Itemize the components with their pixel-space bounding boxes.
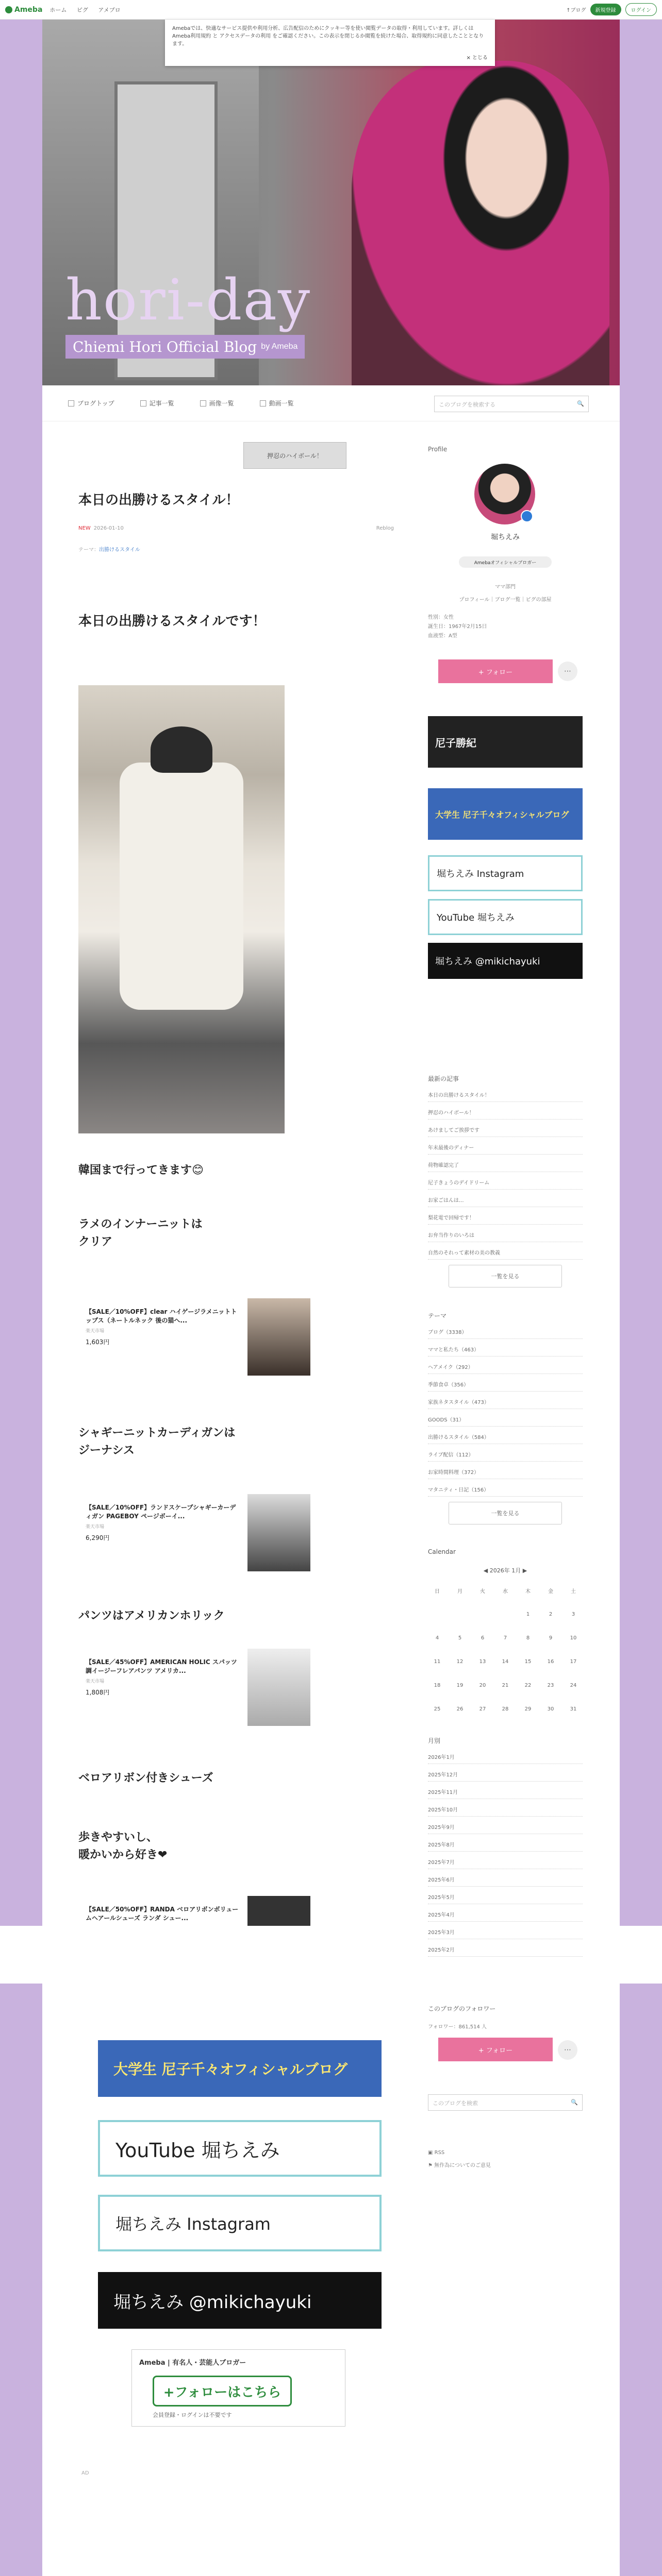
profile-info: 性別：女性 誕生日：1967年2月15日 血液型：A型: [428, 615, 487, 639]
calendar-cell[interactable]: 24: [570, 1682, 577, 1688]
article-sec-2: シャギーニットカーディガンは ジーナシス: [78, 1427, 236, 1458]
article-sec-5: 歩きやすいし、 暖かいから好き❤: [78, 1831, 168, 1862]
product-image-4: [247, 1896, 310, 1926]
calendar-month: ◀ 2026年 1月 ▶: [483, 1567, 527, 1574]
calendar-cell[interactable]: 6: [481, 1635, 485, 1641]
global-nav: [49, 6, 128, 14]
calendar-cell: 土: [571, 1588, 576, 1595]
calendar-cell: 水: [503, 1588, 508, 1595]
sidebar-search-input[interactable]: このブログを検索 🔍: [428, 2094, 583, 2111]
calendar-cell[interactable]: 10: [570, 1635, 577, 1641]
nav-pigg[interactable]: ピグ: [76, 6, 88, 13]
official-badge: Amebaオフィシャルブロガー: [459, 556, 552, 568]
calendar-row: [428, 1626, 583, 1650]
cookie-close-button[interactable]: × とじる: [466, 55, 488, 61]
calendar-row: [428, 1579, 583, 1602]
theme-item[interactable]: 季節食卓（356）: [428, 1379, 583, 1392]
archive-item[interactable]: 2025年4月: [428, 1909, 583, 1922]
follow-button-2[interactable]: + フォロー: [438, 2038, 553, 2061]
photo-coat: [120, 762, 243, 1010]
theme-heading: テーマ: [428, 1312, 447, 1319]
calendar-cell[interactable]: 23: [547, 1682, 554, 1688]
recent-item[interactable]: 本日の出勝けるスタイル！: [428, 1090, 583, 1102]
photo-hat: [151, 726, 212, 773]
calendar-row: [428, 1673, 583, 1697]
calendar-cell[interactable]: 1: [526, 1611, 530, 1617]
calendar-cell[interactable]: 4: [435, 1635, 439, 1641]
archive-item[interactable]: 2025年12月: [428, 1769, 583, 1782]
calendar-cell[interactable]: 31: [570, 1706, 577, 1712]
calendar-cell[interactable]: 26: [456, 1706, 464, 1712]
follow-button[interactable]: + フォロー: [438, 659, 553, 683]
header-photo-person: [352, 61, 609, 385]
banner-amako[interactable]: 尼子勝紀: [428, 716, 583, 768]
calendar-row: [428, 1650, 583, 1673]
theme-item[interactable]: ブログ（3338）: [428, 1327, 583, 1339]
verified-icon: [521, 510, 533, 522]
calendar-cell[interactable]: 19: [456, 1682, 464, 1688]
search-icon: 🔍: [577, 400, 584, 407]
follower-heading: このブログのフォロワー: [428, 2005, 496, 2012]
theme-item[interactable]: 家族ネタスタイル（473）: [428, 1397, 583, 1409]
more-options-icon-2[interactable]: ⋯: [558, 2040, 577, 2060]
nav-amepro[interactable]: アメプロ: [98, 6, 121, 13]
profile-name[interactable]: 堀ちえみ: [491, 533, 520, 541]
image-icon: [200, 400, 206, 406]
calendar-cell[interactable]: 25: [434, 1706, 441, 1712]
archive-item[interactable]: 2025年11月: [428, 1787, 583, 1799]
calendar-cell[interactable]: 8: [526, 1635, 530, 1641]
product-card-1[interactable]: 【SALE／10%OFF】clear ハイゲージラメニットトップス（ネートルネック 後の猫へ... 楽天市場 1,603円: [84, 1298, 310, 1376]
calendar-cell[interactable]: 29: [524, 1706, 532, 1712]
archive-item[interactable]: 2025年3月: [428, 1927, 583, 1939]
archive-item[interactable]: 2025年7月: [428, 1857, 583, 1869]
archive-heading: 月別: [428, 1737, 441, 1744]
article-title: 本日の出勝けるスタイル！: [78, 493, 239, 508]
calendar-cell[interactable]: 15: [524, 1658, 532, 1665]
write-blog-link[interactable]: ↑ブログ: [566, 8, 586, 13]
calendar-cell[interactable]: 22: [524, 1682, 532, 1688]
archive-item[interactable]: 2026年1月: [428, 1752, 583, 1764]
login-button[interactable]: ログイン: [625, 3, 657, 16]
article-lead: 本日の出勝けるスタイルです！: [78, 614, 266, 629]
calendar-cell[interactable]: 7: [503, 1635, 507, 1641]
calendar-cell: 火: [480, 1588, 485, 1595]
calendar-cell[interactable]: 18: [434, 1682, 441, 1688]
calendar-cell[interactable]: 27: [479, 1706, 486, 1712]
search-icon-2: 🔍: [571, 2099, 578, 2106]
theme-item[interactable]: ママと私たち（463）: [428, 1344, 583, 1357]
banner-youtube[interactable]: YouTube 堀ちえみ: [428, 899, 583, 935]
blog-subtitle: Chiemi Hori Official Blog by Ameba: [65, 335, 305, 359]
archive-item[interactable]: 2025年10月: [428, 1804, 583, 1817]
calendar-cell: 日: [435, 1588, 440, 1595]
ameba-logo[interactable]: Ameba: [5, 6, 42, 14]
recent-item[interactable]: お弁当作りのいろは: [428, 1230, 583, 1242]
report-link[interactable]: ⚑ 無作為についてのご意見: [428, 2163, 491, 2168]
calendar-row: [428, 1697, 583, 1721]
recent-item[interactable]: 尼子きょうのデイドリーム: [428, 1177, 583, 1190]
more-options-icon[interactable]: ⋯: [558, 662, 577, 681]
calendar-cell[interactable]: 20: [479, 1682, 486, 1688]
profile-category[interactable]: ママ部門: [495, 584, 516, 590]
prev-month-icon[interactable]: ◀: [483, 1567, 490, 1574]
nav-blog-top[interactable]: ブログトップ: [68, 399, 114, 408]
blog-title: hori-day: [65, 267, 311, 333]
recent-item[interactable]: お家ごはんは...: [428, 1195, 583, 1207]
article-para-1: 韓国まで行ってきます😊: [78, 1164, 204, 1177]
theme-item[interactable]: 出勝けるスタイル（584）: [428, 1432, 583, 1444]
banner-x[interactable]: 堀ちえみ @mikichayuki: [428, 943, 583, 979]
video-icon: [260, 400, 266, 406]
calendar-cell: 月: [457, 1588, 462, 1595]
rss-icon: ▣: [428, 2150, 435, 2156]
report-icon: ⚑: [428, 2163, 435, 2168]
calendar-cell: 金: [548, 1588, 553, 1595]
rss-link[interactable]: ▣ RSS: [428, 2150, 445, 2156]
theme-item[interactable]: マタニティ・日記（156）: [428, 1484, 583, 1497]
footer-banner-x[interactable]: 堀ちえみ @mikichayuki: [98, 2272, 382, 2329]
calendar: [428, 1566, 583, 1721]
calendar-cell[interactable]: 13: [479, 1658, 486, 1665]
ameba-follow-card[interactable]: Ameba | 有名人・芸能人ブロガー +フォローはこちら 会員登録・ログインは不要です: [131, 2349, 345, 2427]
archive-item[interactable]: 2025年2月: [428, 1944, 583, 1957]
calendar-heading: Calendar: [428, 1548, 456, 1555]
calendar-cell[interactable]: 16: [547, 1658, 554, 1665]
recent-more-button[interactable]: 一覧を見る: [449, 1265, 562, 1287]
blog-search-input[interactable]: このブログを検索する 🔍: [434, 396, 589, 412]
register-button[interactable]: 新規登録: [590, 4, 621, 15]
theme-item[interactable]: ヘアメイク（292）: [428, 1362, 583, 1374]
archive-item[interactable]: 2025年5月: [428, 1892, 583, 1904]
archive-item[interactable]: 2025年8月: [428, 1839, 583, 1852]
follower-count: フォロワー：861,514 人: [428, 2024, 487, 2030]
new-badge: NEW: [78, 526, 91, 531]
product-image-3: [247, 1649, 310, 1726]
recent-item[interactable]: 自然のそれって素材の美の教義: [428, 1247, 583, 1260]
recent-item[interactable]: 梨花電で回帰です！: [428, 1212, 583, 1225]
calendar-cell: 木: [525, 1588, 531, 1595]
footer-banner-instagram[interactable]: 堀ちえみ Instagram: [98, 2195, 382, 2251]
featured-article-button[interactable]: 押忍のハイボール！: [243, 442, 346, 469]
article-theme: テーマ：出勝けるスタイル: [78, 547, 140, 553]
nav-video-list[interactable]: 動画一覧: [260, 399, 294, 408]
product-image-2: [247, 1494, 310, 1571]
blog-nav: [42, 385, 620, 421]
calendar-cell[interactable]: 5: [458, 1635, 462, 1641]
calendar-cell[interactable]: 3: [571, 1611, 575, 1617]
theme-link[interactable]: 出勝けるスタイル: [99, 547, 140, 553]
nav-image-list[interactable]: 画像一覧: [200, 399, 234, 408]
list-icon: [140, 400, 146, 406]
recent-item[interactable]: 荷物確認完了: [428, 1160, 583, 1172]
reblog-button[interactable]: Reblog: [376, 526, 394, 531]
theme-more-button[interactable]: 一覧を見る: [449, 1502, 562, 1524]
theme-item[interactable]: GOODS（31）: [428, 1414, 583, 1427]
home-icon: [68, 400, 74, 406]
footer-banner-youtube[interactable]: YouTube 堀ちえみ: [98, 2120, 382, 2177]
nav-home[interactable]: ホーム: [49, 6, 67, 13]
calendar-cell[interactable]: 17: [570, 1658, 577, 1665]
banner-univ[interactable]: 大学生 尼子千々オフィシャルブログ: [428, 788, 583, 840]
calendar-row: [428, 1602, 583, 1626]
blog-header[interactable]: [42, 20, 620, 385]
calendar-cell[interactable]: 9: [549, 1635, 553, 1641]
product-card-2[interactable]: 【SALE／10%OFF】ランドスケープシャギーカーディガン PAGEBOY ページボーイ... 楽天市場 6,290円: [84, 1494, 310, 1571]
article-meta: [78, 526, 394, 531]
article-sec-1: ラメのインナーニットは クリア: [78, 1218, 203, 1249]
archive-item[interactable]: 2025年6月: [428, 1874, 583, 1887]
footer-banner-univ[interactable]: 大学生 尼子千々オフィシャルブログ: [98, 2040, 382, 2097]
calendar-cell[interactable]: 28: [502, 1706, 509, 1712]
global-topbar: [0, 0, 662, 20]
theme-item[interactable]: ライブ配信（112）: [428, 1449, 583, 1462]
recent-item[interactable]: 押忍のハイボール！: [428, 1107, 583, 1120]
product-card-4[interactable]: 【SALE／50%OFF】RANDA ベロアリボンボリュームヘアールシューズ ランダ シュー...: [84, 1896, 310, 1926]
calendar-cell[interactable]: 14: [502, 1658, 509, 1665]
cookie-notice: Amebaでは、快適なサービス提供や利用分析、広告配信のためにクッキー等を使い閲覧データの取得・利用しています。詳しくは Ameba利用規約 と アクセスデータの利用 をご確認ください。この表示を閉じるか閲覧を続けた場合、取得規約に同意したこととなります。 × とじる: [165, 20, 495, 66]
ad-label: AD: [81, 2470, 89, 2476]
calendar-cell[interactable]: 12: [456, 1658, 464, 1665]
ameba-logo-icon: [5, 6, 12, 13]
calendar-cell[interactable]: 11: [434, 1658, 441, 1665]
recent-item[interactable]: あけましてご挨拶です: [428, 1125, 583, 1137]
nav-article-list[interactable]: 記事一覧: [140, 399, 174, 408]
product-card-3[interactable]: 【SALE／45%OFF】AMERICAN HOLIC スパッツ調イージーフレアパンツ アメリカ... 楽天市場 1,808円: [84, 1649, 310, 1726]
outfit-photo[interactable]: [78, 685, 285, 1133]
recent-heading: 最新の記事: [428, 1075, 459, 1082]
banner-instagram[interactable]: 堀ちえみ Instagram: [428, 855, 583, 891]
recent-item[interactable]: 年末最後のディナー: [428, 1142, 583, 1155]
next-month-icon[interactable]: ▶: [521, 1567, 527, 1574]
product-image-1: [247, 1298, 310, 1376]
archive-item[interactable]: 2025年9月: [428, 1822, 583, 1834]
article-sec-3: パンツはアメリカンホリック: [78, 1609, 225, 1622]
ameba-follow-button[interactable]: +フォローはこちら: [153, 2376, 292, 2406]
calendar-cell[interactable]: 2: [549, 1611, 553, 1617]
calendar-cell[interactable]: 21: [502, 1682, 509, 1688]
article-date: 2026-01-10: [93, 526, 124, 531]
article-sec-4: ベロアリボン付きシューズ: [78, 1772, 213, 1785]
profile-links[interactable]: プロフィール｜ブログ一覧｜ピグの部屋: [459, 597, 552, 603]
theme-item[interactable]: お家時間料理（372）: [428, 1467, 583, 1479]
profile-heading: Profile: [428, 446, 448, 453]
calendar-cell[interactable]: 30: [547, 1706, 554, 1712]
